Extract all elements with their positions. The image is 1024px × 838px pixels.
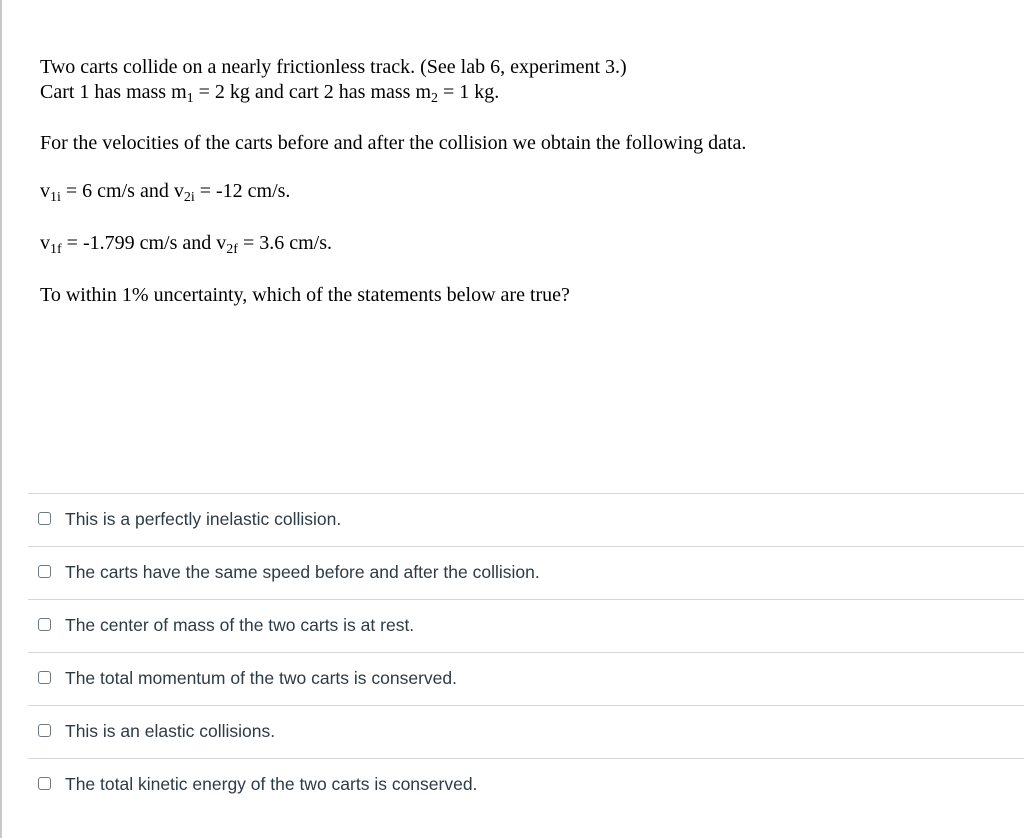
answer-option[interactable]	[28, 493, 1024, 546]
checkbox-icon[interactable]	[38, 565, 51, 578]
answer-label[interactable]: This is an elastic collisions.	[65, 721, 276, 741]
answer-option[interactable]	[28, 652, 1024, 705]
checkbox-icon[interactable]	[38, 618, 51, 631]
answer-label[interactable]: The carts have the same speed before and after the collision.	[65, 562, 540, 582]
answer-option[interactable]	[28, 758, 1024, 811]
question-line-final-velocities: $v_{1f} = -1.799$ cm/s and $v_{2f} = 3.6$ cm/s.	[40, 232, 332, 257]
question-line-initial-velocities: $v_{1i} = 6$ cm/s and $v_{2i} = -12$ cm/s.	[40, 180, 291, 205]
answer-option[interactable]	[28, 705, 1024, 758]
answer-label[interactable]: The total kinetic energy of the two carts is conserved.	[65, 774, 478, 794]
checkbox-icon[interactable]	[38, 724, 51, 737]
question-line-intro: Two carts collide on a nearly frictionless track. (See lab 6, experiment 3.)	[40, 56, 627, 78]
page-left-border	[0, 0, 2, 838]
answer-label[interactable]: This is a perfectly inelastic collision.	[65, 509, 342, 529]
checkbox-icon[interactable]	[38, 777, 51, 790]
checkbox-icon[interactable]	[38, 512, 51, 525]
question-line-masses: Cart 1 has mass $m_1 = 2$ kg and cart 2 has mass $m_2 = 1$ kg.	[40, 81, 500, 106]
answer-label[interactable]: The center of mass of the two carts is at rest.	[65, 615, 415, 635]
question-line-data-intro: For the velocities of the carts before and after the collision we obtain the following data.	[40, 132, 747, 154]
answer-option[interactable]	[28, 599, 1024, 652]
question-line-prompt: To within 1% uncertainty, which of the statements below are true?	[40, 284, 570, 306]
answer-label[interactable]: The total momentum of the two carts is conserved.	[65, 668, 457, 688]
answer-option[interactable]	[28, 546, 1024, 599]
answer-list	[28, 493, 1024, 811]
checkbox-icon[interactable]	[38, 671, 51, 684]
